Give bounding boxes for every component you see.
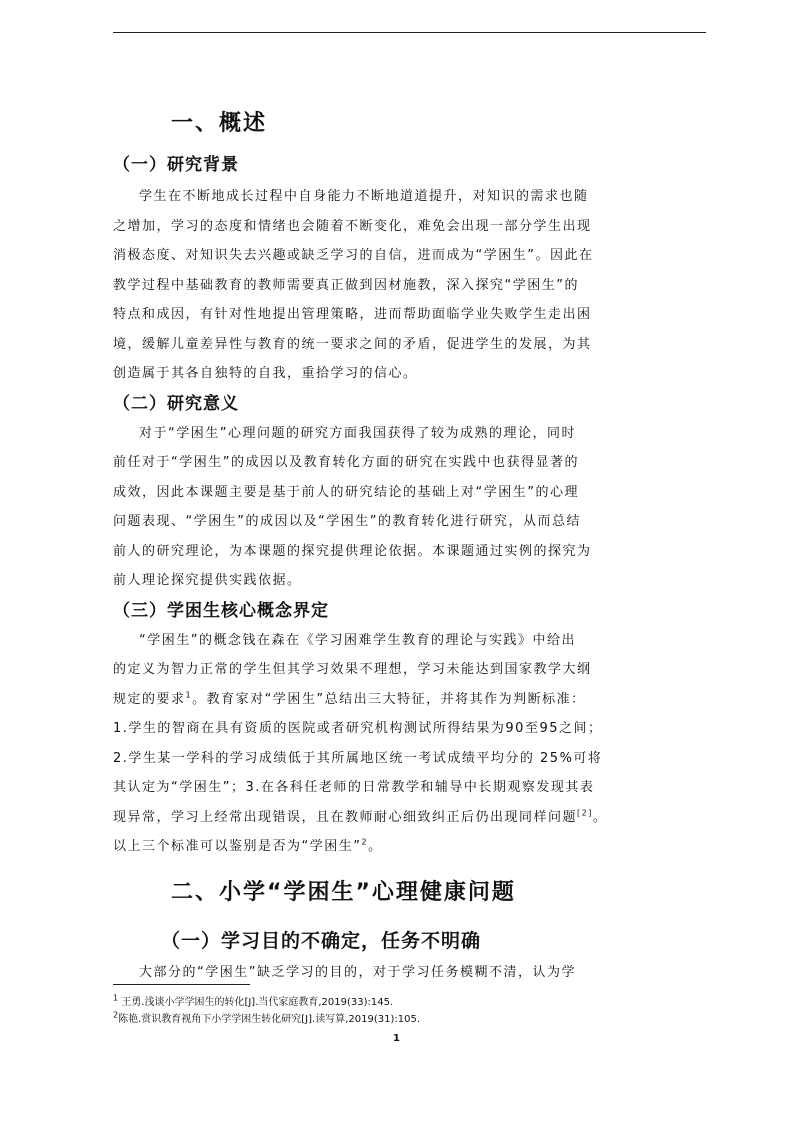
paragraph-line	[113, 803, 687, 833]
citation-reference: [2]	[577, 808, 593, 818]
paragraph-line: 前人的研究理论，为本课题的探究提供理论依据。本课题通过实例的探究为	[113, 543, 592, 559]
paragraph-line: 前人理论探究提供实践依据。	[113, 573, 302, 588]
header-rule	[113, 32, 706, 33]
line-text: 。	[592, 809, 608, 825]
subsection-1-3-heading: （三）学困生核心概念界定	[113, 600, 329, 621]
subsection-1-1-heading: （一）研究背景	[113, 155, 239, 175]
paragraph-line: 教学过程中基础教育的教师需要真正做到因材施教，深入探究“学困生”的	[113, 277, 579, 293]
paragraph-line: 创造属于其各自独特的自我，重拾学习的信心。	[113, 366, 418, 381]
paragraph-line: 问题表现、“学困生”的成因以及“学困生”的教育转化进行研究，从而总结	[113, 514, 581, 529]
paragraph-line	[113, 685, 687, 715]
footnote-reference: 1	[185, 690, 193, 700]
footnotes	[113, 994, 693, 1028]
footnote-separator	[113, 984, 250, 985]
paragraph-line: 成效，因此本课题主要是基于前人的研究结论的基础上对“学困生”的心理	[113, 484, 579, 500]
section-2-heading: 二、小学“学困生”心理健康问题	[171, 879, 516, 905]
background-paragraph	[113, 182, 687, 389]
paragraph-line: 前任对于“学困生”的成因以及教育转化方面的研究在实践中也获得显著的	[113, 455, 579, 470]
footnote-2	[113, 1011, 693, 1028]
footnote-text: 王勇.浅谈小学学困生的转化[J].当代家庭教育,2019(33):145.	[118, 997, 394, 1008]
footnote-1	[113, 994, 693, 1011]
paragraph-line: 消极态度、对知识失去兴趣或缺乏学习的自信，进而成为“学困生”。因此在	[113, 248, 594, 263]
significance-paragraph	[113, 419, 687, 596]
paragraph-line: 之增加，学习的态度和情绪也会随着不断变化，难免会出现一部分学生出现	[113, 218, 592, 234]
paragraph-line: 1.学生的智商在具有资质的医院或者研究机构测试所得结果为90至95之间；	[113, 721, 603, 736]
learning-purpose-paragraph	[113, 958, 687, 988]
footnote-reference: 2	[361, 837, 369, 847]
footnote-mark: 2	[113, 1010, 119, 1020]
line-text: 规定的要求	[113, 691, 186, 707]
paragraph-line	[113, 832, 687, 862]
paragraph-line: “学困生”的概念钱在森在《学习困难学生教育的理论与实践》中给出	[139, 632, 576, 648]
page-number: 1	[393, 1033, 400, 1044]
line-text: 以上三个标准可以鉴别是否为“学困生”	[113, 839, 362, 854]
paragraph-line: 特点和成因，有针对性地提出管理策略，进而帮助面临学业失败学生走出困	[113, 307, 592, 322]
paragraph-line: 境，缓解儿童差异性与教育的统一要求之间的矛盾，促进学生的发展，为其	[113, 336, 592, 352]
paragraph-line: 学生在不断地成长过程中自身能力不断地道道提升，对知识的需求也随	[139, 189, 589, 204]
line-text: 。教育家对“学困生”总结出三大特征，并将其作为判断标准：	[192, 691, 586, 707]
line-text: 现异常，学习上经常出现错误，且在教师耐心细致纠正后仍出现同样问题	[113, 809, 578, 825]
paragraph-line: 2.学生某一学科的学习成绩低于其所属地区统一考试成绩平均分的 25%可将	[113, 750, 603, 766]
paragraph-line: 的定义为智力正常的学生但其学习效果不理想，学习未能达到国家教学大纲	[113, 662, 592, 677]
line-text: 。	[368, 839, 383, 854]
page-body	[113, 100, 687, 987]
paragraph-line: 对于“学困生”心理问题的研究方面我国获得了较为成熟的理论，同时	[139, 425, 576, 441]
subsection-2-1-heading: （一）学习目的不确定，任务不明确	[161, 929, 482, 952]
subsection-1-2-heading: （二）研究意义	[113, 393, 239, 414]
paragraph-line: 大部分的“学困生”缺乏学习的目的，对于学习任务模糊不清，认为学	[139, 964, 576, 980]
section-1-heading: 一、概述	[171, 111, 268, 136]
footnote-mark: 1	[113, 993, 119, 1003]
footnote-text: 陈艳.赏识教育视角下小学学困生转化研究[J].读写算,2019(31):105.	[118, 1014, 420, 1025]
paragraph-line: 其认定为“学困生”；3.在各科任老师的日常教学和辅导中长期观察发现其表	[113, 780, 595, 795]
concept-definition-paragraph	[113, 626, 687, 862]
